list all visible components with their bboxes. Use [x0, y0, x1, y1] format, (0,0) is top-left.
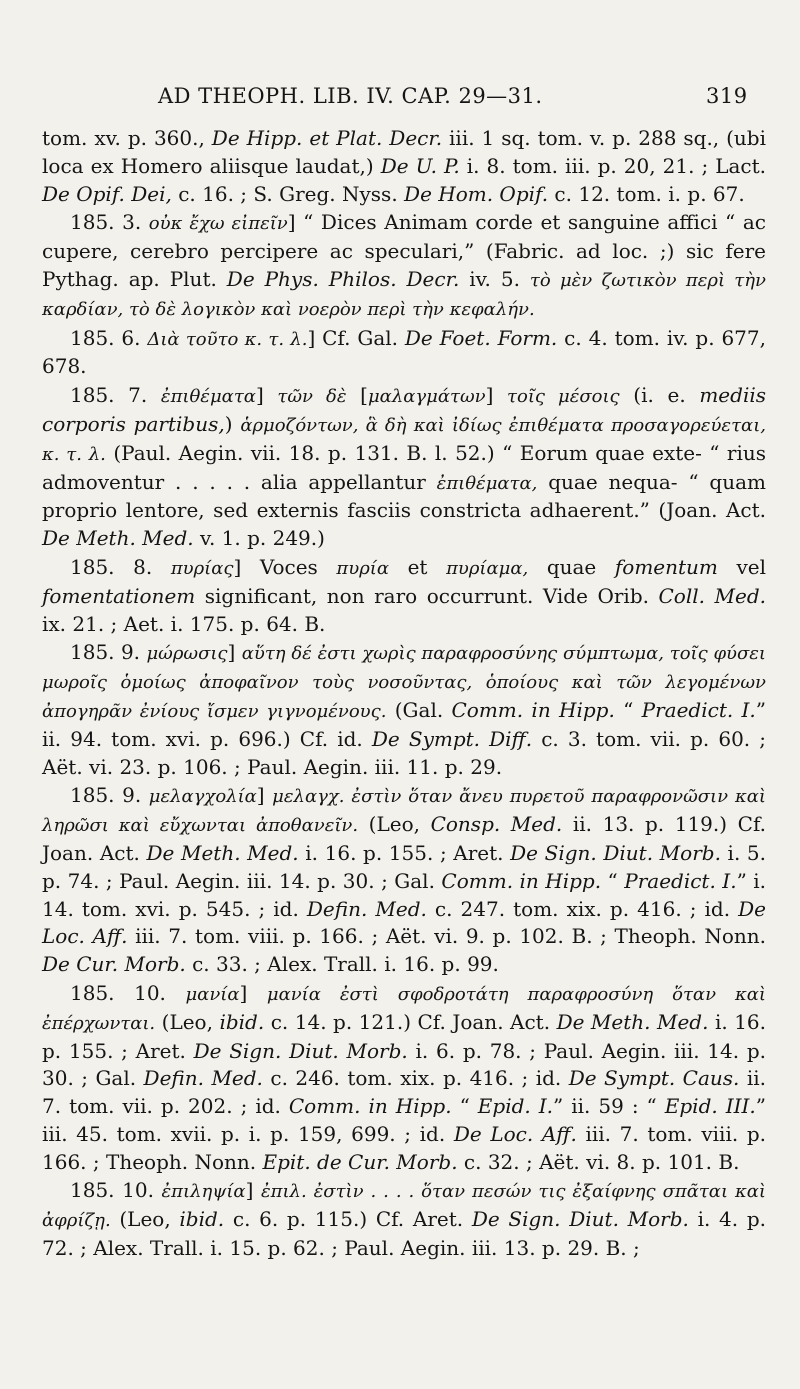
italic-text: Defin. Med.	[143, 1066, 263, 1091]
greek-text: Διὰ τοῦτο κ. τ. λ.	[147, 328, 308, 350]
note-entry	[42, 325, 766, 382]
note-text: c. 247. tom. xix. p. 416. ; id.	[426, 896, 739, 921]
note-text: c. 32. ; Aët. vi. 8. p. 101. B.	[457, 1149, 740, 1174]
note-text: 185. 6.	[70, 325, 148, 350]
note-continuation	[42, 125, 766, 208]
italic-text: De Loc. Aff.	[42, 896, 767, 949]
italic-text: Praedict. I.	[624, 868, 737, 893]
note-text: ix. 21. ; Aet. i. 175. p. 64. B.	[42, 611, 326, 636]
note-text: (Gal.	[386, 697, 452, 722]
page-number: 319	[706, 84, 748, 108]
italic-text: Praedict. I.	[641, 697, 756, 722]
note-text: )	[224, 411, 241, 436]
note-text: “	[614, 697, 642, 722]
note-text: iii. 1 sq. tom. v. p. 288 sq., (ubi loca ex Homero aliisque laudat,)	[42, 126, 766, 178]
note-text: i. 8. tom. iii. p. 20, 21. ; Lact.	[459, 153, 766, 178]
italic-text: Epid. III.	[664, 1094, 756, 1119]
note-text: iii. 7. tom. viii. p. 166. ; Theoph. Nonn.	[42, 1121, 766, 1174]
greek-text: τοῖς μέσοις	[507, 386, 620, 408]
greek-text: μανία ἐστὶ σφοδροτάτη παραφροσύνη ὅταν καὶ ἐπέρχωνται.	[42, 983, 766, 1034]
italic-text: De Sign. Diut. Morb.	[471, 1207, 689, 1232]
note-text: ]	[245, 1178, 261, 1203]
note-text: [	[346, 383, 368, 408]
note-text: ]	[255, 383, 278, 408]
note-entry	[42, 554, 766, 638]
note-text: (Leo,	[110, 1207, 180, 1232]
note-text: 185. 10.	[70, 980, 186, 1005]
italic-text: De Phys. Philos. Decr.	[226, 266, 460, 291]
italic-text: Comm. in Hipp.	[451, 697, 615, 722]
note-entry	[42, 209, 766, 323]
note-text: ” i. 14. tom. xvi. p. 545. ; id.	[42, 868, 767, 921]
italic-text: De Meth. Med.	[146, 840, 299, 865]
greek-text: πυρίας	[170, 557, 234, 579]
note-text: 185. 7.	[70, 383, 161, 408]
note-text: ] Voces	[233, 554, 337, 579]
note-text: (i. e.	[619, 383, 700, 408]
italic-text: De Sign. Diut. Morb.	[193, 1038, 408, 1063]
greek-text: μώρωσις	[146, 643, 228, 665]
note-text: (Paul. Aegin. vii. 18. p. 131. B. l. 52.) “ Eorum quae exte- “ rius admoventur . . . . . alia appellantur	[42, 440, 766, 494]
greek-text: αὕτη δέ ἐστι χωρὶς παραφροσύνης σύμπτωμα, τοῖς φύσει μωροῖς ὁμοίως ἀποφαῖνον τοὺς νοσοῦντας, ὁποίους καὶ τῶν λεγομένων ἀπογηρᾶν ἐνίους ἴσμεν γιγνομένους.	[42, 643, 766, 722]
note-text: ii. 7. tom. vii. p. 202. ; id.	[42, 1066, 766, 1119]
note-text: ii. 13. p. 119.) Cf. Joan. Act.	[42, 812, 766, 865]
note-text: ] “ Dices Animam corde et sanguine affici “ ac cupere, cerebro percipere ac speculari,” (Fabric. ad loc. ;) sic fere Pythag. ap. Plut.	[42, 210, 766, 291]
note-text: vel	[717, 554, 767, 579]
greek-text: μελαγχολία	[148, 786, 257, 808]
note-text: i. 4. p. 72. ; Alex. Trall. i. 15. p. 62. ; Paul. Aegin. iii. 13. p. 29. B. ;	[42, 1207, 766, 1261]
note-text: quae	[528, 554, 615, 579]
italic-text: De Loc. Aff.	[453, 1121, 577, 1146]
note-text: tom. xv. p. 360.,	[42, 126, 212, 150]
note-text: ]	[239, 980, 267, 1005]
note-text: ” ii. 94. tom. xvi. p. 696.) Cf. id.	[42, 697, 767, 751]
italic-text: De Cur. Morb.	[42, 952, 186, 977]
greek-text: τὸ μὲν ζωτικὸν περὶ τὴν καρδίαν, τὸ δὲ λογικὸν καὶ νοερὸν περὶ τὴν κεφαλήν.	[42, 269, 766, 320]
greek-text: μελαγχ. ἐστὶν ὅταν ἄνευ πυρετοῦ παραφρονῶσιν καὶ ληρῶσι καὶ εὔχωνται ἀποθανεῖν.	[42, 786, 766, 837]
italic-text: Comm. in Hipp.	[288, 1094, 452, 1119]
greek-text: ἐπιθέματα,	[436, 472, 538, 494]
note-entry	[42, 1177, 766, 1262]
note-text: (Leo,	[155, 1009, 220, 1034]
note-text: ” iii. 45. tom. xvii. p. i. p. 159, 699. ; id.	[42, 1094, 767, 1146]
note-text: (Leo,	[358, 812, 431, 837]
greek-text: ἐπιλ. ἐστὶν . . . . ὅταν πεσών τις ἐξαίφνης σπᾶται καὶ ἀφρίζῃ.	[42, 1181, 766, 1232]
italic-text: Defin. Med.	[306, 896, 427, 921]
note-text: i. 5. p. 74. ; Paul. Aegin. iii. 14. p. 30. ; Gal.	[42, 840, 766, 893]
italic-text: mediis corporis partibus,	[42, 383, 767, 436]
italic-text: De Hom. Opif.	[404, 181, 549, 206]
note-text: iii. 7. tom. viii. p. 166. ; Aët. vi. 9. p. 102. B. ; Theoph. Nonn.	[127, 924, 766, 949]
greek-text: μαλαγμάτων	[367, 386, 486, 408]
note-text: ” ii. 59 : “	[553, 1094, 665, 1119]
running-title: AD THEOPH. LIB. IV. CAP. 29—31.	[158, 84, 543, 108]
italic-text: De Sympt. Diff.	[371, 726, 533, 751]
italic-text: fomentum	[614, 554, 718, 579]
note-text: 185. 10.	[70, 1178, 162, 1203]
note-entry	[42, 639, 766, 781]
italic-text: Epit. de Cur. Morb.	[262, 1149, 458, 1174]
italic-text: ibid.	[179, 1207, 225, 1232]
note-text: c. 4. tom. iv. p. 677, 678.	[42, 325, 766, 379]
greek-text: ἐπιθέματα	[160, 386, 256, 408]
note-text: i. 16. p. 155. ; Aret.	[298, 840, 511, 865]
greek-text: ἐπιληψία	[161, 1181, 246, 1203]
note-text: i. 6. p. 78. ; Paul. Aegin. iii. 14. p. 30. ; Gal.	[42, 1038, 767, 1091]
note-text: 185. 3.	[70, 210, 149, 235]
note-text: iv. 5.	[459, 266, 530, 291]
note-text: i. 16. p. 155. ; Aret.	[42, 1009, 766, 1063]
note-text: c. 33. ; Alex. Trall. i. 16. p. 99.	[185, 952, 499, 977]
italic-text: Coll. Med.	[658, 583, 766, 608]
note-text: c. 3. tom. vii. p. 60. ; Aët. vi. 23. p. 106. ; Paul. Aegin. iii. 11. p. 29.	[42, 726, 766, 779]
note-text: 185. 9.	[70, 640, 147, 665]
greek-text: πυρίαμα,	[446, 557, 529, 579]
note-text: “	[451, 1094, 478, 1119]
note-text: ] Cf. Gal.	[307, 325, 405, 350]
note-text: c. 16. ; S. Greg. Nyss.	[171, 181, 405, 206]
note-entry	[42, 382, 766, 553]
commentary-text	[42, 125, 766, 1263]
italic-text: De Sympt. Caus.	[568, 1066, 740, 1091]
note-text: ]	[256, 783, 273, 808]
note-text: c. 14. p. 121.) Cf. Joan. Act.	[264, 1009, 557, 1034]
note-text: significant, non raro occurrunt. Vide Orib.	[195, 583, 659, 608]
greek-text: πυρία	[336, 557, 389, 579]
italic-text: Consp. Med.	[430, 812, 563, 837]
italic-text: Comm. in Hipp.	[441, 868, 602, 893]
note-entry	[42, 980, 766, 1177]
greek-text: οὐκ ἔχω εἰπεῖν	[148, 213, 288, 235]
italic-text: De Opif. Dei,	[42, 181, 172, 206]
italic-text: De Meth. Med.	[556, 1009, 709, 1034]
note-text: 185. 9.	[70, 783, 149, 808]
note-text: ]	[485, 383, 508, 408]
italic-text: De U. P.	[380, 153, 460, 178]
note-text: c. 12. tom. i. p. 67.	[548, 181, 745, 206]
italic-text: De Meth. Med.	[42, 526, 194, 551]
note-text: et	[389, 554, 447, 579]
italic-text: De Sign. Diut. Morb.	[510, 840, 721, 865]
note-text: 185. 8.	[70, 554, 171, 579]
italic-text: Epid. I.	[477, 1094, 554, 1119]
note-text: quae nequa- “ quam proprio lentore, sed externis fasciis constricta adhaerent.” (Joan. Act.	[42, 469, 766, 523]
note-text: c. 246. tom. xix. p. 416. ; id.	[262, 1066, 569, 1091]
greek-text: ἁρμοζόντων, ἃ δὴ καὶ ἰδίως ἐπιθέματα προσαγορεύεται, κ. τ. λ.	[42, 414, 766, 465]
note-text: “	[601, 868, 625, 893]
italic-text: De Hipp. et Plat. Decr.	[211, 126, 443, 150]
greek-text: τῶν δὲ	[277, 386, 347, 408]
italic-text: fomentationem	[42, 583, 196, 608]
greek-text: μανία	[185, 983, 240, 1005]
italic-text: De Foet. Form.	[404, 325, 558, 350]
italic-text: ibid.	[219, 1009, 265, 1034]
note-text: c. 6. p. 115.) Cf. Aret.	[224, 1207, 472, 1232]
note-entry	[42, 782, 766, 979]
note-text: ]	[227, 640, 242, 665]
running-head	[0, 84, 800, 116]
note-text: v. 1. p. 249.)	[193, 526, 325, 551]
